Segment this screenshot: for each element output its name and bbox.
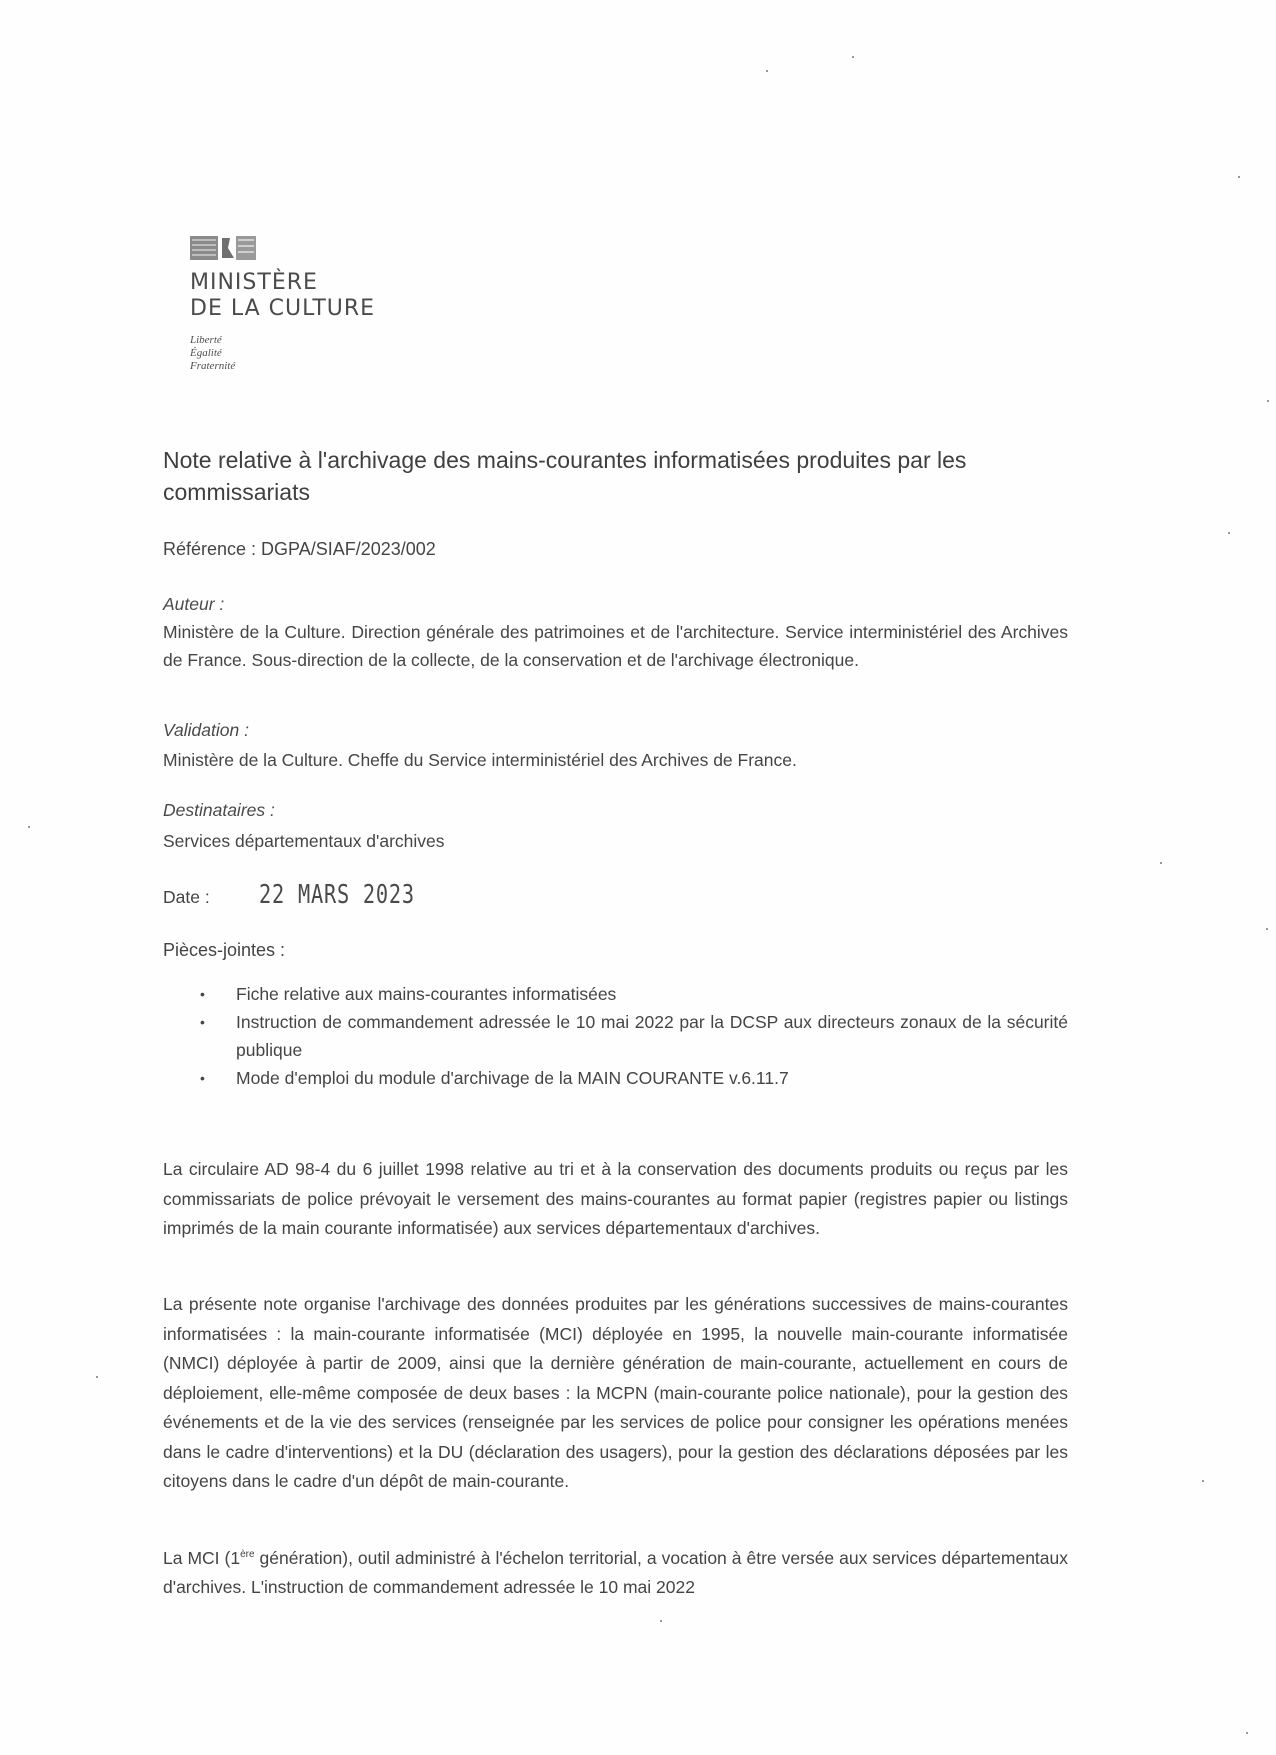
paragraph3-superscript: ère [240, 1549, 255, 1560]
recipients-text: Services départementaux d'archives [163, 831, 445, 851]
paragraph3-end: génération), outil administré à l'échelon territorial, a vocation à être versée aux services départementaux d'archives. L'instruction de commandement adressée le 10 mai 2022 [163, 1547, 1069, 1598]
scan-speck [766, 70, 768, 72]
ministry-logo-block [190, 236, 450, 373]
bullet-icon: • [200, 1070, 205, 1086]
body-paragraph-2: La présente note organise l'archivage des données produites par les générations successives de mains-courantes informatisées : la main-courante informatisée (MCI) déployée en 1995, la nouvelle main-courante informatisée (NMCI) déployée à partir de 2009, ainsi que la dernière génération de main-courante, actuellement en cours de déploiement, elle-même composée de deux bases : la MCPN (main-courante police nationale), pour la gestion des événements et de la vie des services (renseignée par les services de police pour consigner les opérations menées dans le cadre d'interventions) et la DU (déclaration des usagers), pour la gestion des déclarations déposées par les citoyens dans le cadre d'un dépôt de main-courante. [163, 1294, 1068, 1491]
author-label: Auteur : [163, 594, 225, 614]
scan-speck [1202, 1480, 1204, 1482]
motto-egalite: Égalité [190, 347, 222, 359]
scan-speck [1266, 928, 1268, 930]
motto-liberte: Liberté [190, 334, 222, 346]
republic-motto [190, 334, 450, 373]
date-stamp: 22 MARS 2023 [259, 880, 415, 910]
attachments-list [200, 980, 1068, 1092]
attachment-item [200, 1008, 1068, 1064]
attachments-label: Pièces-jointes : [163, 940, 286, 960]
scan-speck [1267, 400, 1269, 402]
scan-speck [28, 826, 30, 828]
scan-speck [852, 56, 854, 58]
body-paragraph-1: La circulaire AD 98-4 du 6 juillet 1998 relative au tri et à la conservation des documents produits ou reçus par les commissariats de police prévoyait le versement des mains-courantes au format papier (registres papier ou listings imprimés de la main courante informatisée) aux services départementaux d'archives. [163, 1159, 1068, 1238]
document-title: Note relative à l'archivage des mains-courantes informatisées produites par les commissariats [163, 447, 967, 505]
attachment-text: Instruction de commandement adressée le 10 mai 2022 par la DCSP aux directeurs zonaux de la sécurité publique [236, 1012, 1068, 1060]
body-paragraph-3 [163, 1540, 1068, 1603]
bullet-icon: • [200, 986, 205, 1002]
date-label: Date : [163, 887, 210, 907]
author-text: Ministère de la Culture. Direction générale des patrimoines et de l'architecture. Service interministériel des Archives de France. Sous-direction de la collecte, de la conservation et de l'archivage électronique. [163, 622, 1068, 670]
ministry-name-line2: DE LA CULTURE [190, 296, 376, 321]
attachment-text: Fiche relative aux mains-courantes informatisées [236, 984, 617, 1004]
scan-speck [1228, 532, 1230, 534]
document-reference: Référence : DGPA/SIAF/2023/002 [163, 539, 436, 559]
motto-fraternite: Fraternité [190, 360, 236, 372]
scan-speck [660, 1620, 662, 1622]
attachment-item [200, 1064, 1068, 1092]
paragraph3-start: La MCI (1 [163, 1547, 241, 1568]
scan-speck [1160, 862, 1162, 864]
scan-speck [1238, 176, 1240, 178]
attachment-item [200, 980, 1068, 1008]
attachment-text: Mode d'emploi du module d'archivage de la MAIN COURANTE v.6.11.7 [236, 1068, 789, 1088]
validation-label: Validation : [163, 720, 249, 740]
scan-speck [96, 1376, 98, 1378]
ministry-name-line1: MINISTÈRE [190, 270, 318, 295]
recipients-label: Destinataires : [163, 800, 275, 820]
validation-text: Ministère de la Culture. Cheffe du Service interministériel des Archives de France. [163, 750, 797, 770]
bullet-icon: • [200, 1014, 205, 1030]
marianne-logo-icon [190, 236, 260, 260]
date-row [163, 880, 1068, 910]
scan-speck [1246, 1732, 1248, 1734]
